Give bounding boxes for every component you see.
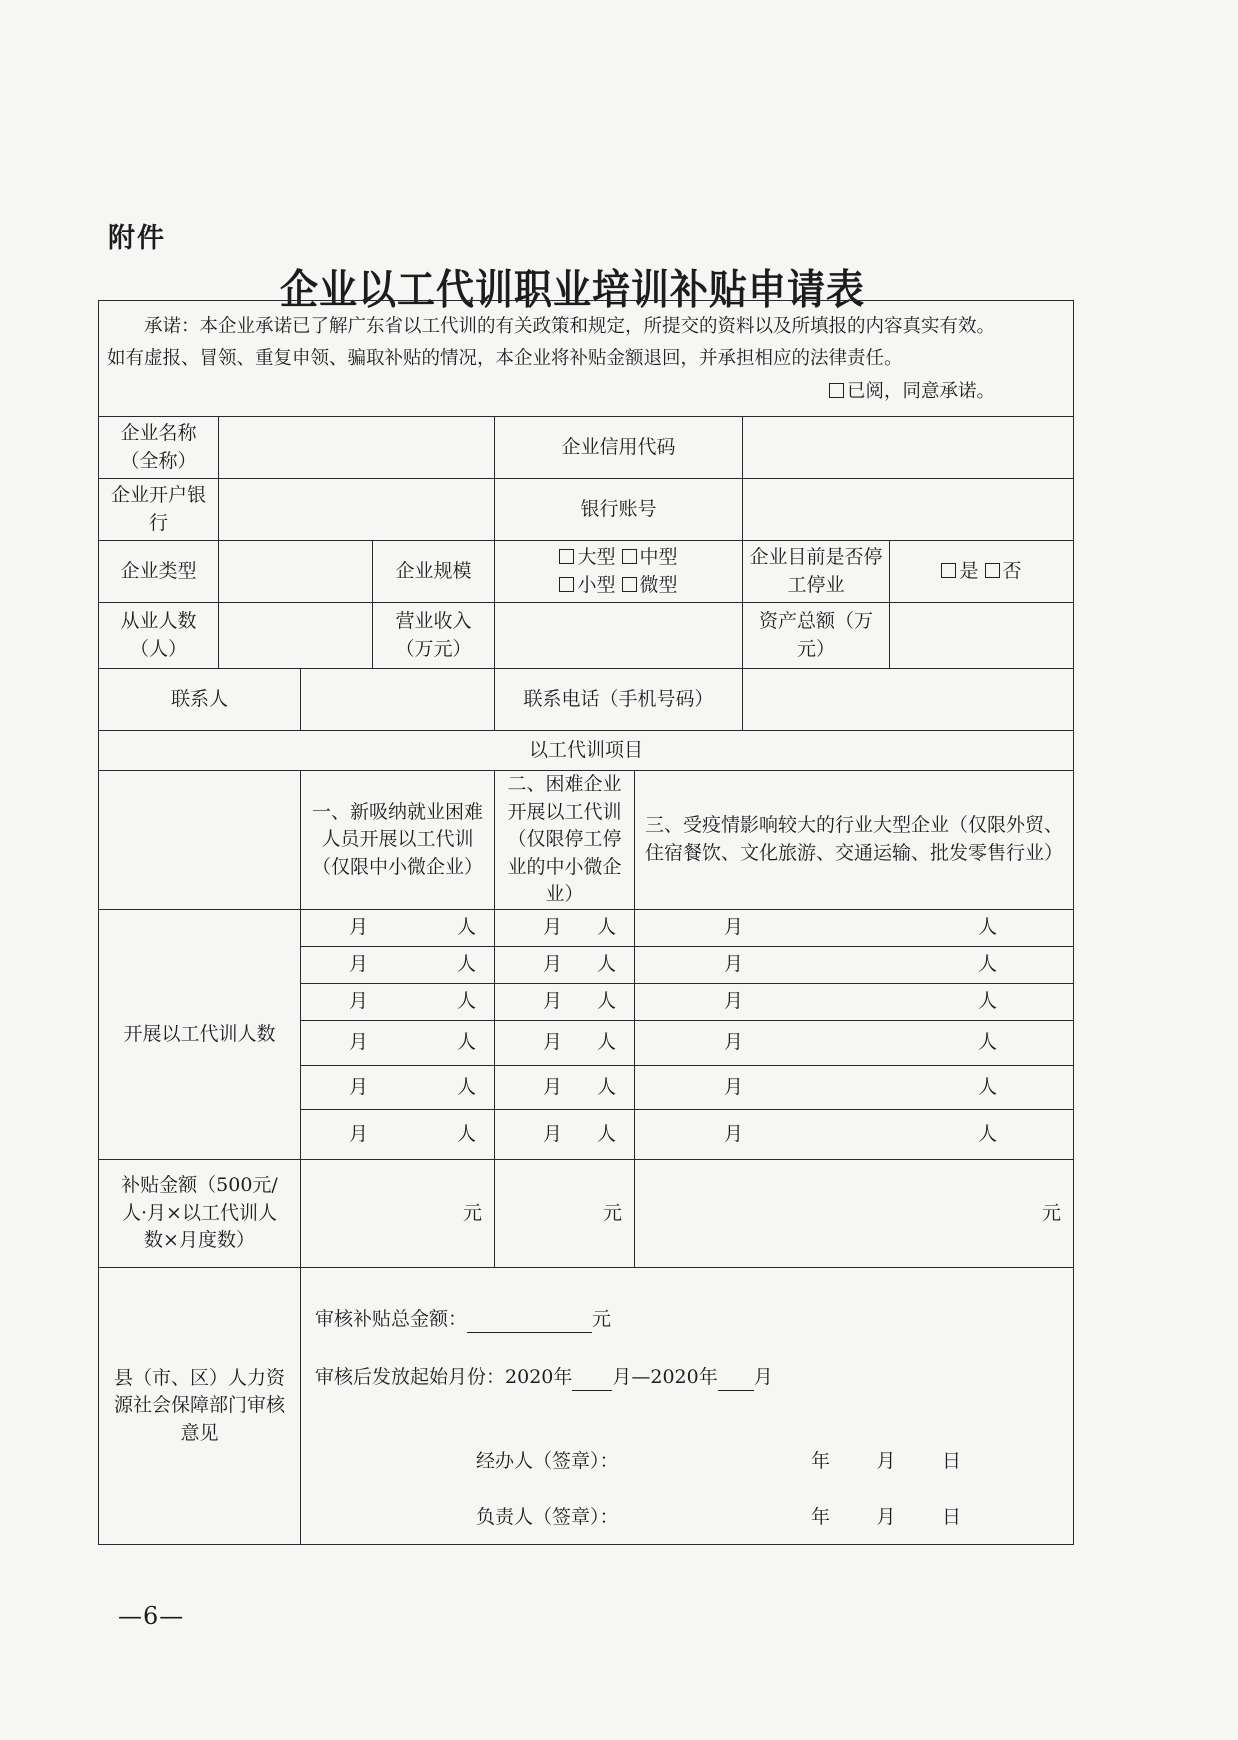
person-cell[interactable]: 人 [456,990,476,1013]
review-year-1: 2020年 [505,1365,573,1388]
month-cell[interactable]: 月 [724,916,744,939]
person-cell[interactable]: 人 [456,916,476,939]
project-col-1: 一、新吸纳就业困难人员开展以工代训（仅限中小微企业） [301,771,495,910]
bank-value[interactable] [219,479,495,541]
person-cell[interactable]: 人 [978,953,998,976]
project-blank-cell [99,771,301,910]
month-cell[interactable]: 月 [724,1122,744,1145]
person-cell[interactable]: 人 [456,1031,476,1054]
revenue-value[interactable] [495,603,743,669]
month-cell[interactable]: 月 [724,1031,744,1054]
month-cell[interactable]: 月 [724,990,744,1013]
review-start-month-input[interactable] [572,1370,612,1391]
person-cell[interactable]: 人 [596,1031,616,1054]
scale-large-checkbox[interactable] [559,549,574,564]
review-label: 县（市、区）人力资源社会保障部门审核意见 [99,1267,301,1544]
project-col-3: 三、受疫情影响较大的行业大型企业（仅限外贸、住宿餐饮、文化旅游、交通运输、批发零售行业） [635,771,1074,910]
form-title: 企业以工代训职业培训补贴申请表 [280,264,866,314]
month-cell[interactable]: 月 [349,1075,369,1098]
month-cell[interactable]: 月 [349,1031,369,1054]
scale-micro-checkbox[interactable] [622,577,637,592]
scale-medium-checkbox[interactable] [622,549,637,564]
scale-small-label: 小型 [577,573,616,596]
application-form [98,300,1074,1545]
person-cell[interactable]: 人 [978,990,998,1013]
leader-label: 负责人（签章）： [476,1505,619,1528]
review-total-label: 审核补贴总金额： [315,1307,468,1330]
contact-label: 联系人 [99,669,301,731]
month-cell[interactable]: 月 [349,1122,369,1145]
assets-label: 资产总额（万元） [743,603,890,669]
person-cell[interactable]: 人 [456,1122,476,1145]
person-cell[interactable]: 人 [978,1031,998,1054]
month-label: 月 [876,1449,896,1472]
review-period-label: 审核后发放起始月份： [315,1365,506,1388]
subsidy-label: 补贴金额（500元/人·月×以工代训人数×月度数） [99,1159,301,1267]
year-label: 年 [811,1449,831,1472]
person-cell[interactable]: 人 [596,953,616,976]
month-cell[interactable]: 月 [543,1122,563,1145]
stopped-options [890,541,1074,603]
day-label: 日 [941,1449,961,1472]
subsidy-amount-3[interactable]: 元 [635,1159,1074,1267]
scale-micro-label: 微型 [639,573,678,596]
stopped-no-label: 否 [1002,559,1022,582]
assets-value[interactable] [890,603,1074,669]
bank-label: 企业开户银行 [99,479,219,541]
stopped-label: 企业目前是否停工停业 [743,541,890,603]
scale-large-label: 大型 [577,546,616,569]
month-cell[interactable]: 月 [724,1075,744,1098]
month-cell[interactable]: 月 [543,1075,563,1098]
agree-label: 已阅，同意承诺。 [847,380,996,402]
stopped-yes-label: 是 [959,559,979,582]
promise-line-2: 如有虚报、冒领、重复申领、骗取补贴的情况，本企业将补贴金额退回，并承担相应的法律责任。 [107,348,903,370]
year-label: 年 [811,1505,831,1528]
review-month-suffix: 月 [753,1365,773,1388]
month-cell[interactable]: 月 [349,953,369,976]
person-cell[interactable]: 人 [456,1075,476,1098]
credit-code-value[interactable] [743,417,1074,479]
attachment-label: 附件 [108,223,166,254]
subsidy-amount-2[interactable]: 元 [495,1159,635,1267]
phone-value[interactable] [743,669,1074,731]
handler-date[interactable] [811,1448,961,1476]
month-cell[interactable]: 月 [349,916,369,939]
person-cell[interactable]: 人 [596,990,616,1013]
scale-small-checkbox[interactable] [559,577,574,592]
review-end-month-input[interactable] [718,1370,754,1391]
agree-checkbox[interactable] [829,383,844,398]
person-cell[interactable]: 人 [978,1075,998,1098]
person-cell[interactable]: 人 [596,1122,616,1145]
page-number: —6— [118,1602,185,1630]
month-cell[interactable]: 月 [543,990,563,1013]
scale-label: 企业规模 [373,541,495,603]
review-total-unit: 元 [592,1307,612,1330]
review-total-input[interactable] [467,1312,592,1333]
type-label: 企业类型 [99,541,219,603]
company-name-value[interactable] [219,417,495,479]
credit-code-label: 企业信用代码 [495,417,743,479]
scale-medium-label: 中型 [639,546,678,569]
count-label: 开展以工代训人数 [99,909,301,1159]
company-name-label: 企业名称（全称） [99,417,219,479]
month-label: 月 [876,1505,896,1528]
review-section [301,1267,1074,1544]
month-cell[interactable]: 月 [724,953,744,976]
month-cell[interactable]: 月 [349,990,369,1013]
handler-label: 经办人（签章）： [476,1449,619,1472]
contact-value[interactable] [301,669,495,731]
month-cell[interactable]: 月 [543,953,563,976]
revenue-label: 营业收入（万元） [373,603,495,669]
person-cell[interactable]: 人 [978,1122,998,1145]
day-label: 日 [941,1505,961,1528]
project-col-2: 二、困难企业开展以工代训（仅限停工停业的中小微企业） [495,771,635,910]
stopped-yes-checkbox[interactable] [941,563,956,578]
promise-section [99,301,1074,417]
month-cell[interactable]: 月 [543,916,563,939]
type-value[interactable] [219,541,373,603]
person-cell[interactable]: 人 [978,916,998,939]
person-cell[interactable]: 人 [596,916,616,939]
review-year-2: 月—2020年 [612,1365,718,1388]
scale-options [495,541,743,603]
stopped-no-checkbox[interactable] [985,563,1000,578]
person-cell[interactable]: 人 [456,953,476,976]
employees-value[interactable] [219,603,373,669]
promise-line-1: 承诺：本企业承诺已了解广东省以工代训的有关政策和规定，所提交的资料以及所填报的内容真实有效。 [144,316,996,337]
leader-date[interactable] [811,1504,961,1532]
phone-label: 联系电话（手机号码） [495,669,743,731]
person-cell[interactable]: 人 [596,1075,616,1098]
project-header: 以工代训项目 [99,731,1074,771]
account-value[interactable] [743,479,1074,541]
account-label: 银行账号 [495,479,743,541]
month-cell[interactable]: 月 [543,1031,563,1054]
subsidy-amount-1[interactable]: 元 [301,1159,495,1267]
employees-label: 从业人数（人） [99,603,219,669]
